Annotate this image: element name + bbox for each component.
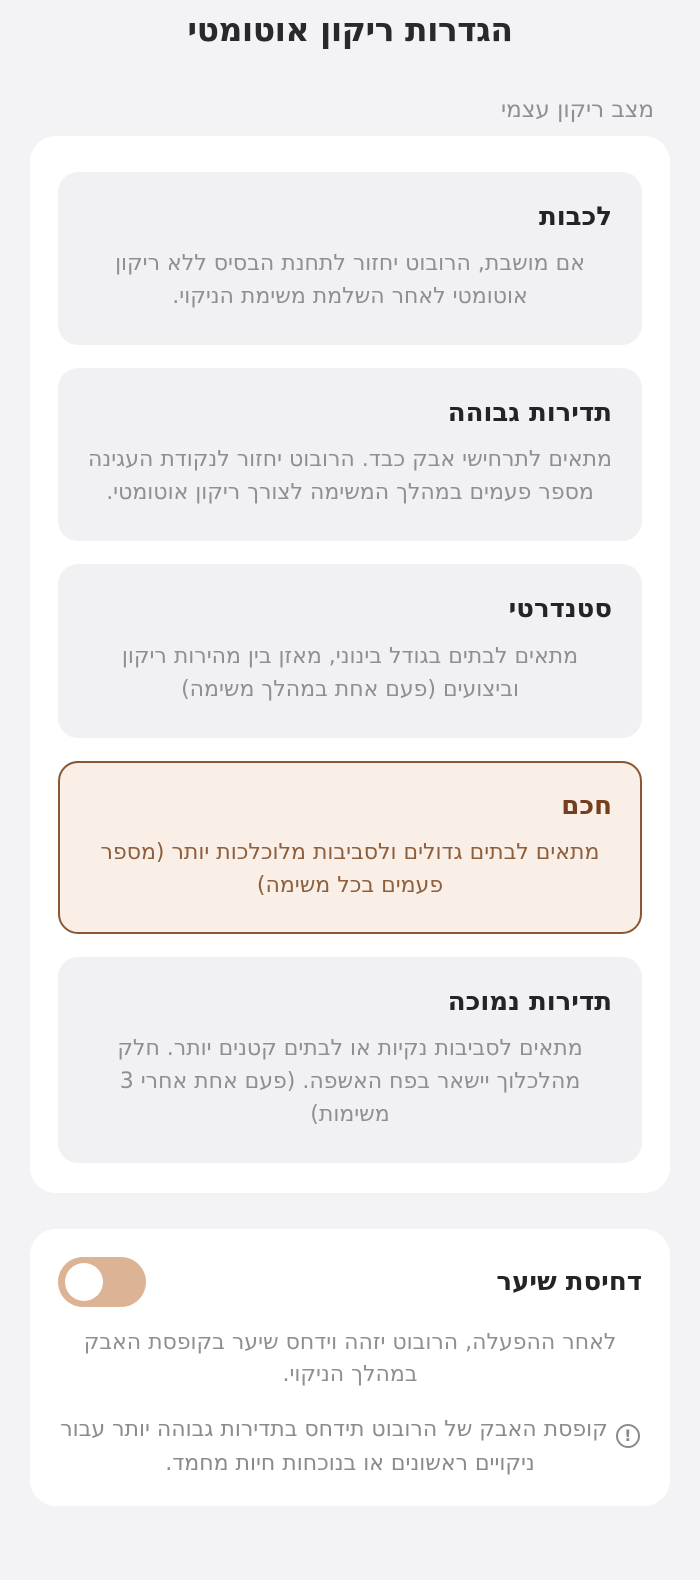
mode-title: תדירות נמוכה xyxy=(447,986,612,1017)
toggle-knob xyxy=(65,1263,103,1301)
mode-description: מתאים לתרחישי אבק כבד. הרובוט יחזור לנקודת העגינה מספר פעמים במהלך המשימה לצורך ריקון אוטומטי. xyxy=(88,447,612,506)
self-empty-mode-panel xyxy=(30,136,670,1193)
hair-compaction-panel xyxy=(30,1229,670,1506)
mode-card-off[interactable] xyxy=(58,172,642,345)
mode-description: אם מושבת, הרובוט יחזור לתחנת הבסיס ללא ריקון אוטומטי לאחר השלמת משימת הניקוי. xyxy=(115,251,585,310)
page-title: הגדרות ריקון אוטומטי xyxy=(187,10,513,49)
section-label-self-empty-mode: מצב ריקון עצמי xyxy=(501,97,654,123)
hair-compaction-note xyxy=(58,1414,642,1480)
mode-card-low-frequency[interactable] xyxy=(58,957,642,1163)
mode-description: מתאים לסביבות נקיות או לבתים קטנים יותר. חלק מהלכלוך יישאר בפח האשפה. (פעם אחת אחרי 3 משימות) xyxy=(117,1035,583,1127)
exclamation-circle-icon: ! xyxy=(616,1424,640,1448)
mode-card-standard[interactable] xyxy=(58,564,642,737)
mode-description: מתאים לבתים גדולים ולסביבות מלוכלכות יותר (מספר פעמים בכל משימה) xyxy=(100,839,600,898)
mode-title: לכבות xyxy=(539,202,612,232)
mode-title: סטנדרטי xyxy=(508,594,612,625)
hair-compaction-row xyxy=(58,1257,642,1307)
mode-card-smart[interactable] xyxy=(58,761,642,934)
hair-compaction-description: לאחר ההפעלה, הרובוט יזהה וידחס שיער בקופסת האבק במהלך הניקוי. xyxy=(83,1329,617,1388)
mode-title: תדירות גבוהה xyxy=(447,398,612,429)
hair-compaction-title: דחיסת שיער xyxy=(496,1266,642,1297)
hair-compaction-toggle[interactable] xyxy=(58,1257,146,1307)
note-text: קופסת האבק של הרובוט תידחס בתדירות גבוהה יותר עבור ניקויים ראשונים או בנוכחות חיות מחמד. xyxy=(60,1417,608,1476)
mode-description: מתאים לבתים בגודל בינוני, מאזן בין מהירות ריקון וביצועים (פעם אחת במהלך משימה) xyxy=(121,643,579,702)
mode-title: חכם xyxy=(561,790,612,821)
mode-card-high-frequency[interactable] xyxy=(58,368,642,541)
